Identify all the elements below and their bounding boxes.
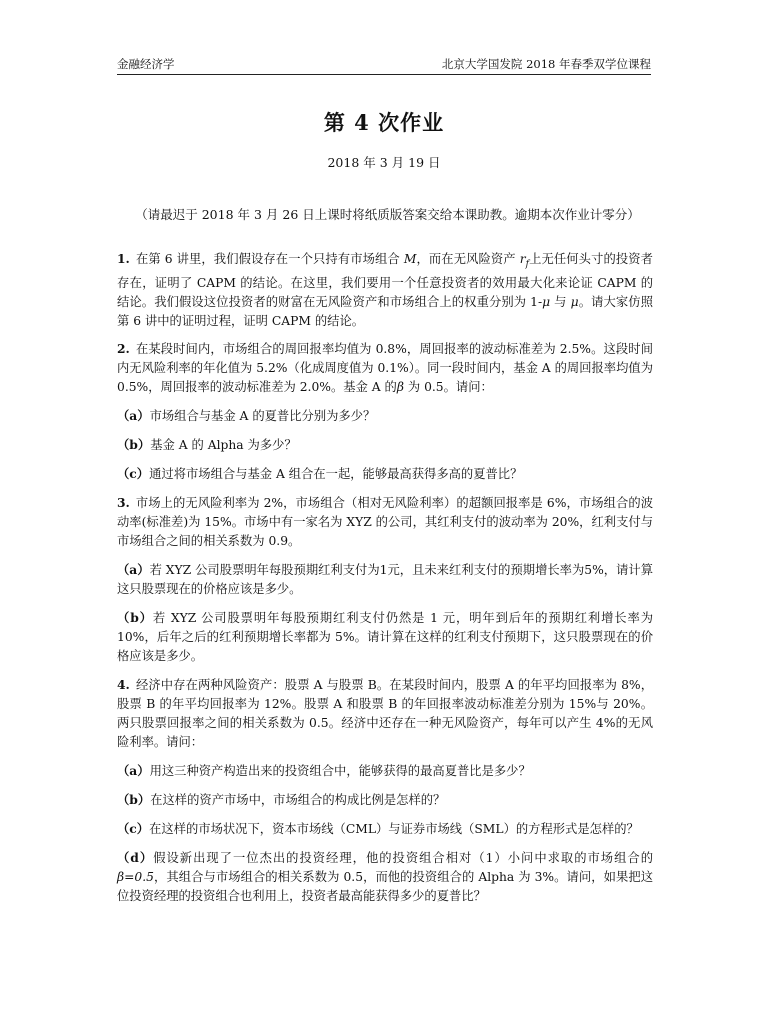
page-header	[117, 56, 651, 75]
sub-text: 市场组合与基金 A 的夏普比分别为多少？	[149, 409, 376, 424]
math-beta: β	[396, 380, 404, 395]
question-2	[117, 339, 653, 397]
question-text: 在某段时间内，市场组合的周回报率均值为 0.8%，周回报率的波动标准差为 2.5%。这段时间内无风险利率的年化值为 5.2%（化成周度值为 0.1%）。同一段时间内，基金 A 的周回报率均值为 0.5%，周回报率的波动标准差为 2.0%。基金 A 的	[117, 342, 653, 395]
course-name: 金融经济学	[117, 57, 175, 71]
sub-question-4c	[117, 819, 653, 839]
sub-text: 假设新出现了一位杰出的投资经理，他的投资组合相对（1）小问中求取的市场组合的	[153, 851, 653, 866]
sub-text: 在这样的资产市场中，市场组合的构成比例是怎样的？	[150, 793, 446, 808]
questions-body	[117, 249, 653, 906]
question-text: 经济中存在两种风险资产：股票 A 与股票 B。在某段时间内，股票 A 的年平均回报率为 8%，股票 B 的年平均回报率为 12%。股票 A 和股票 B 的年回报率波动标准差分别为 15%与 20%。两只股票回报率之间的相关系数为 0.5。经济中还存在一种无风险资产，每年可以产生 4%的无风险利率。请问：	[117, 678, 653, 750]
assignment-date: 2018 年 3 月 19 日	[327, 155, 441, 170]
question-number: 3.	[117, 495, 130, 511]
sub-label: （a）	[117, 763, 150, 779]
question-number: 4.	[117, 677, 130, 693]
sub-label: （a）	[117, 562, 150, 578]
question-text: 上无任何头寸的投资者存在，证明了 CAPM 的结论。在这里，我们要用一个任意投资者的效用最大化来论证 CAPM 的结论。我们假设这位投资者的财富在无风险资产和市场组合上的权重分别为 1-	[117, 252, 653, 310]
math-mu: μ	[542, 295, 551, 310]
sub-label: （b）	[117, 792, 151, 808]
sub-label: （c）	[117, 466, 150, 482]
sub-label: （b）	[117, 610, 153, 626]
question-4	[117, 675, 653, 752]
course-program: 北京大学国发院 2018 年春季双学位课程	[441, 57, 651, 71]
sub-question-2a	[117, 406, 653, 426]
page-title: 第 4 次作业	[323, 110, 445, 135]
sub-text: 在这样的市场状况下，资本市场线（CML）与证券市场线（SML）的方程形式是怎样的？	[149, 822, 639, 837]
question-text: 市场上的无风险利率为 2%，市场组合（相对无风险利率）的超额回报率是 6%，市场组合的波动率(标准差)为 15%。市场中有一家名为 XYZ 的公司，其红利支付的波动率为 20%，红利支付与市场组合之间的相关系数为 0.9。	[117, 496, 653, 549]
sub-question-2c	[117, 464, 653, 484]
sub-question-3b	[117, 608, 653, 666]
question-text: 。请大家仿照第 6 讲中的证明过程，证明 CAPM 的结论。	[117, 295, 653, 329]
sub-text: 用这三种资产构造出来的投资组合中，能够获得的最高夏普比是多少？	[149, 764, 531, 779]
sub-question-2b	[117, 435, 653, 455]
sub-label: （c）	[117, 821, 150, 837]
sub-text: 若 XYZ 公司股票明年每股预期红利支付仍然是 1 元，明年到后年的预期红利增长率为 10%，后年之后的红利预期增长率都为 5%。请计算在这样的红利支付预期下，这只股票现在的价格应该是多少。	[117, 611, 653, 664]
question-text: ，而在无风险资产	[416, 252, 520, 266]
question-3	[117, 493, 653, 551]
math-rf: $r_f$	[519, 252, 529, 270]
sub-label: （b）	[117, 437, 151, 453]
sub-text: 若 XYZ 公司股票明年每股预期红利支付为1元，且未来红利支付的预期增长率为5%，请计算这只股票现在的价格应该是多少。	[117, 563, 653, 597]
sub-label: （d）	[117, 850, 154, 866]
question-number: 1.	[117, 251, 130, 266]
math-mu: μ	[570, 295, 579, 310]
question-text: 在第 6 讲里，我们假设存在一个只持有市场组合	[135, 252, 404, 266]
sub-question-4b	[117, 790, 653, 810]
sub-question-4a	[117, 761, 653, 781]
sub-text: 通过将市场组合与基金 A 组合在一起，能够最高获得多高的夏普比？	[149, 467, 523, 482]
sub-text: ，其组合与市场组合的相关系数为 0.5，而他的投资组合的 Alpha 为 3%。请问，如果把这位投资经理的投资组合也利用上，投资者最高能获得多少的夏普比？	[117, 870, 653, 904]
sub-question-3a	[117, 560, 653, 599]
math-beta: β=0.5	[117, 870, 154, 885]
submission-notice: （请最迟于 2018 年 3 月 26 日上课时将纸质版答案交给本课助教。逾期本次作业计零分）	[135, 207, 640, 222]
question-1	[117, 249, 653, 331]
math-m: M	[403, 252, 417, 266]
question-text: 与	[550, 295, 571, 310]
question-text: 为 0.5。请问：	[403, 380, 493, 395]
sub-label: （a）	[117, 408, 150, 424]
sub-question-4d	[117, 848, 653, 906]
question-number: 2.	[117, 341, 130, 357]
sub-text: 基金 A 的 Alpha 为多少？	[150, 438, 297, 453]
